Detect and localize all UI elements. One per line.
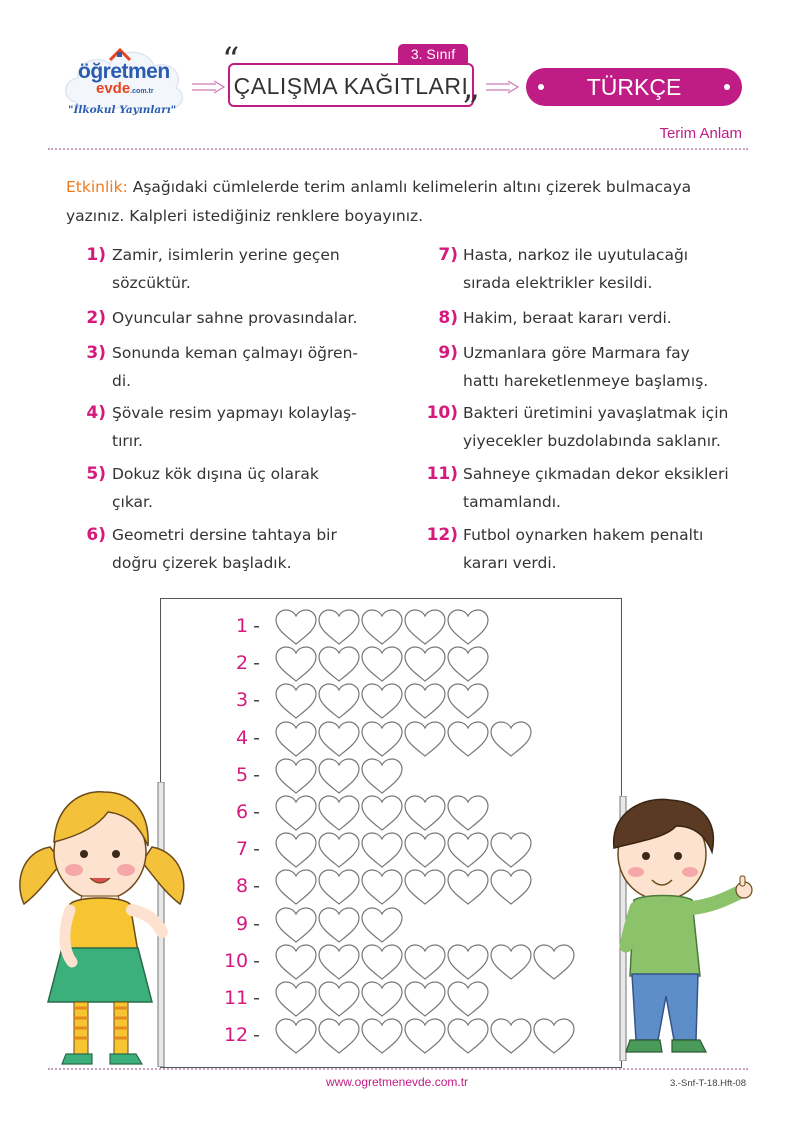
- puzzle-row-dash: -: [253, 1024, 260, 1046]
- question-line: doğru çizerek başladık.: [112, 554, 292, 572]
- question-number: 4): [86, 403, 106, 423]
- puzzle-row-dash: -: [253, 838, 260, 860]
- question-line: yiyecekler buzdolabında saklanır.: [463, 432, 721, 450]
- puzzle-board: [160, 598, 622, 1068]
- close-quote-icon: ”: [462, 88, 480, 128]
- question-item: [0, 460, 794, 520]
- question-number: 7): [438, 245, 458, 265]
- question-text: [463, 304, 753, 332]
- question-line: kararı verdi.: [463, 554, 557, 572]
- puzzle-row-number: 9: [236, 913, 249, 935]
- logo-evde-text: evde.com.tr: [96, 80, 154, 97]
- question-line: Futbol oynarken hakem penaltı: [463, 526, 704, 544]
- puzzle-row-dash: -: [253, 987, 260, 1009]
- subject-label: TÜRKÇE: [586, 74, 682, 100]
- question-text: [463, 241, 753, 297]
- question-line: sırada elektrikler kesildi.: [463, 274, 653, 292]
- puzzle-row-dash: -: [253, 615, 260, 637]
- instruction-text: Aşağıdaki cümlelerde terim anlamlı kelimelerin altını çizerek bulmacaya yazınız. Kalpleri istediğiniz renklere boyayınız.: [66, 178, 692, 225]
- question-line: Şövale resim yapmayı kolaylaş-: [112, 404, 357, 422]
- boy-illustration: [600, 796, 760, 1061]
- puzzle-row-number: 12: [223, 1024, 249, 1046]
- question-line: çıkar.: [112, 493, 153, 511]
- puzzle-row-number: 8: [236, 875, 249, 897]
- question-item: [0, 399, 794, 459]
- puzzle-row-dash: -: [253, 875, 260, 897]
- question-number: 5): [86, 464, 106, 484]
- grade-tab: 3. Sınıf: [398, 44, 468, 64]
- question-text: [463, 460, 753, 516]
- puzzle-row-dash: -: [253, 652, 260, 674]
- question-number: 3): [86, 343, 106, 363]
- puzzle-row-number: 2: [236, 652, 249, 674]
- question-number: 2): [86, 308, 106, 328]
- question-line: Zamir, isimlerin yerine geçen: [112, 246, 340, 264]
- question-line: Geometri dersine tahtaya bir: [112, 526, 337, 544]
- question-number: 9): [438, 343, 458, 363]
- question-line: di.: [112, 372, 132, 390]
- girl-illustration: [12, 782, 187, 1067]
- question-line: tamamlandı.: [463, 493, 561, 511]
- question-item: [0, 241, 794, 301]
- instruction-label: Etkinlik:: [66, 178, 128, 196]
- question-number: 1): [86, 245, 106, 265]
- question-line: Dokuz kök dışına üç olarak: [112, 465, 319, 483]
- question-item: [0, 339, 794, 399]
- question-number: 11): [426, 464, 458, 484]
- puzzle-row-number: 11: [223, 987, 249, 1009]
- open-quote-icon: “: [222, 40, 240, 80]
- puzzle-row-dash: -: [253, 764, 260, 786]
- puzzle-row-dash: -: [253, 689, 260, 711]
- question-line: Sonunda keman çalmayı öğren-: [112, 344, 359, 362]
- question-line: tırır.: [112, 432, 143, 450]
- question-number: 10): [426, 403, 458, 423]
- puzzle-row-number: 5: [236, 764, 249, 786]
- question-text: [463, 521, 753, 577]
- puzzle-row-number: 1: [236, 615, 249, 637]
- website-link[interactable]: www.ogretmenevde.com.tr: [325, 1075, 469, 1089]
- question-number: 12): [426, 525, 458, 545]
- puzzle-row-number: 7: [236, 838, 249, 860]
- question-line: Sahneye çıkmadan dekor eksikleri: [463, 465, 729, 483]
- page-title: ÇALIŞMA KAĞITLARI: [233, 73, 469, 99]
- question-number: 6): [86, 525, 106, 545]
- question-line: Bakteri üretimini yavaşlatmak için: [463, 404, 729, 422]
- puzzle-row-dash: -: [253, 801, 260, 823]
- question-text: [463, 399, 753, 455]
- divider: [48, 1068, 748, 1070]
- puzzle-row-dash: -: [253, 950, 260, 972]
- question-line: Hakim, beraat kararı verdi.: [463, 309, 672, 327]
- puzzle-row-number: 4: [236, 727, 249, 749]
- question-item: [0, 521, 794, 581]
- logo-subtitle: "İlkokul Yayınları": [68, 104, 177, 116]
- question-line: sözcüktür.: [112, 274, 191, 292]
- page-code: 3.-Snf-T-18.Hft-08: [669, 1078, 746, 1089]
- question-line: Oyuncular sahne provasındalar.: [112, 309, 358, 327]
- question-text: [463, 339, 753, 395]
- logo-main-text: öğretmen: [78, 60, 170, 83]
- puzzle-row-dash: -: [253, 913, 260, 935]
- question-line: Hasta, narkoz ile uyutulacağı: [463, 246, 689, 264]
- puzzle-row-number: 6: [236, 801, 249, 823]
- question-number: 8): [438, 308, 458, 328]
- question-line: Uzmanlara göre Marmara fay: [463, 344, 690, 362]
- question-line: hattı hareketlenmeye başlamış.: [463, 372, 709, 390]
- puzzle-row-number: 10: [223, 950, 249, 972]
- puzzle-row-dash: -: [253, 727, 260, 749]
- puzzle-row-number: 3: [236, 689, 249, 711]
- topic-label: Terim Anlam: [659, 125, 742, 142]
